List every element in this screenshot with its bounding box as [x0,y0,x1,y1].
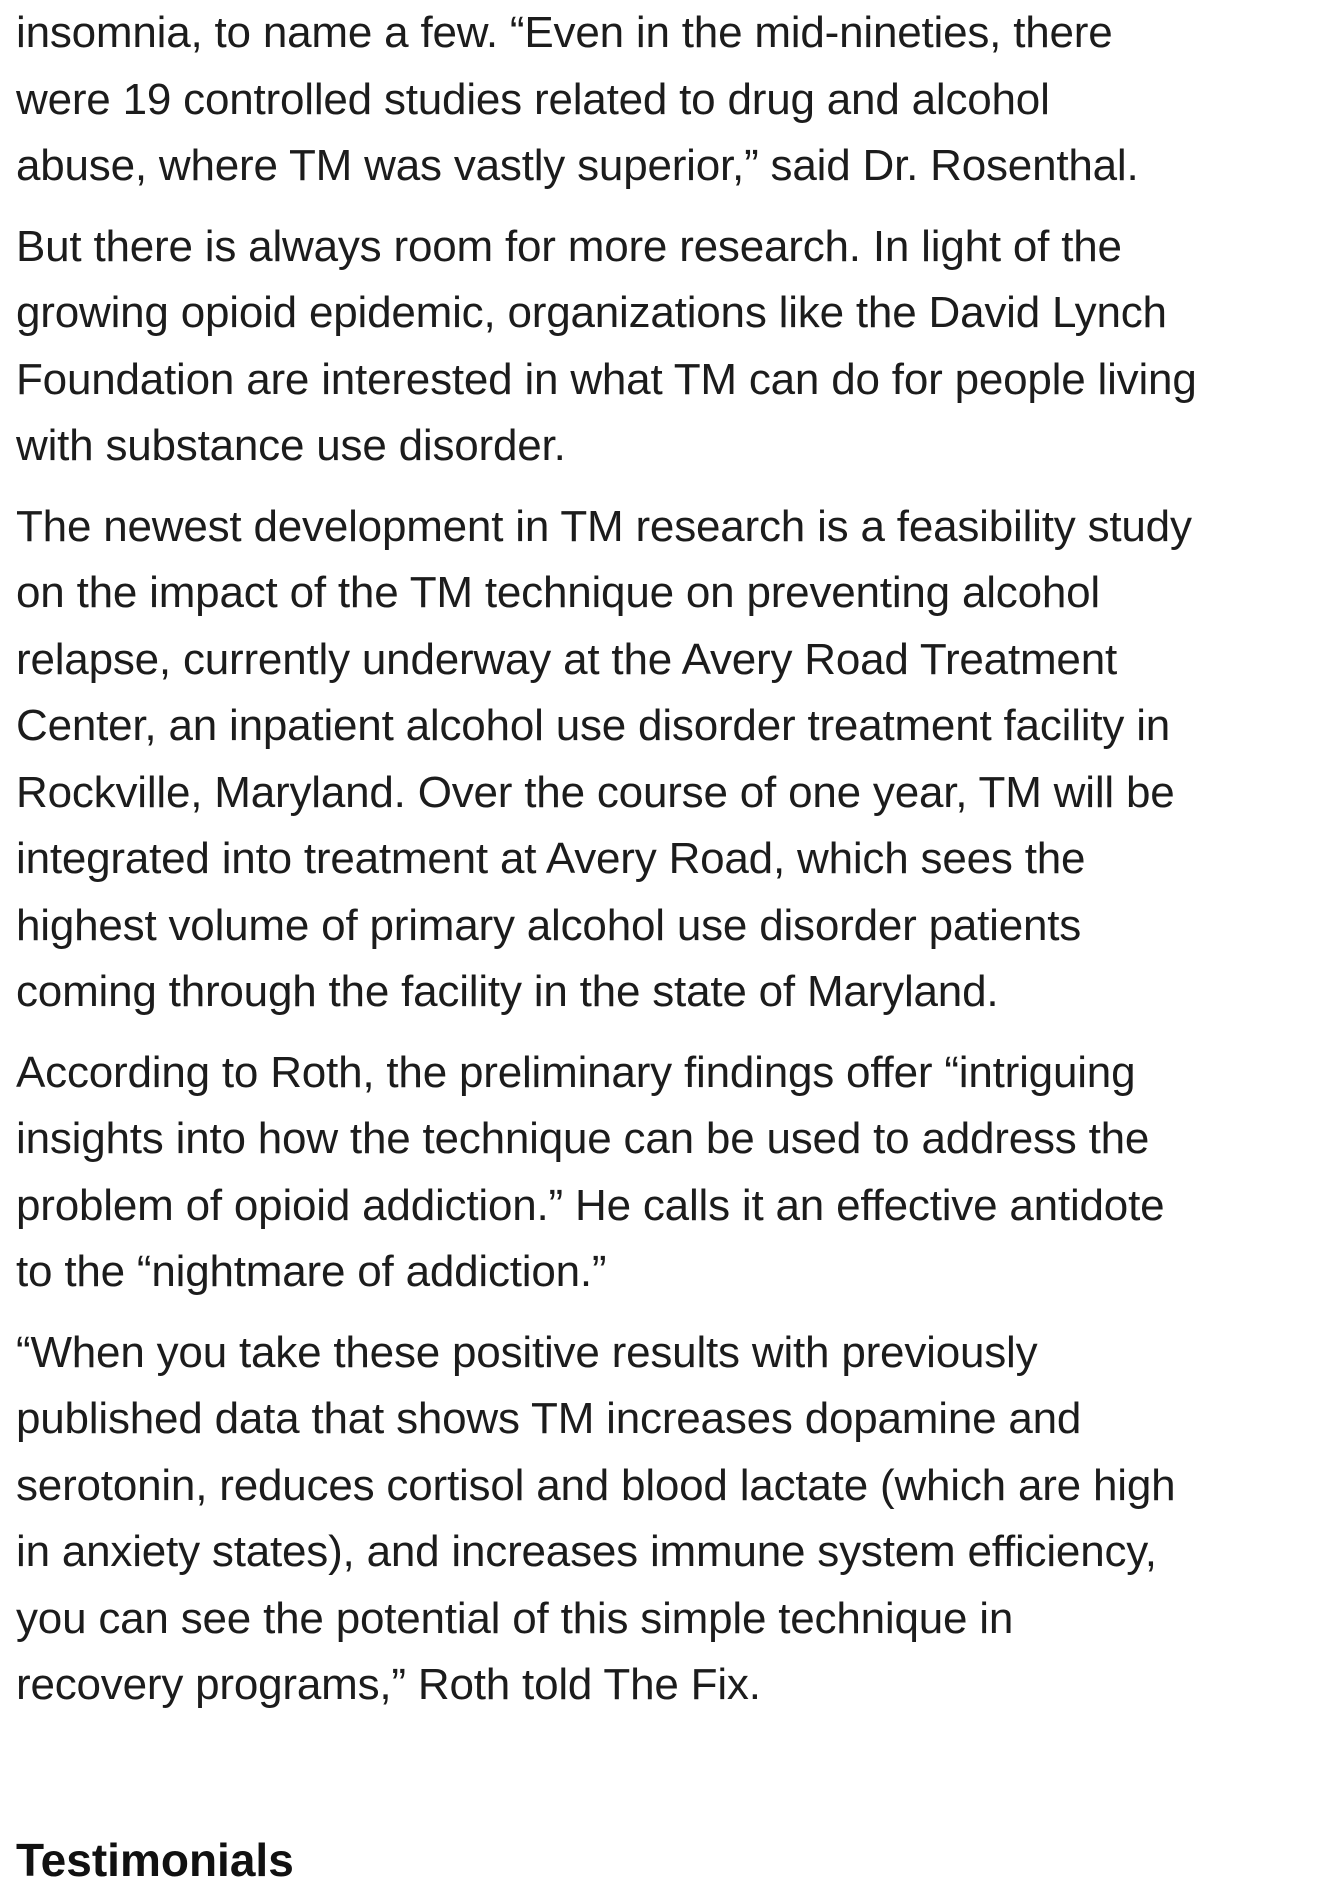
paragraph-line: abuse, where TM was vastly superior,” said Dr. Rosenthal. [16,141,1139,190]
paragraph-line: Foundation are interested in what TM can do for people living [16,354,1197,404]
paragraph-1 [16,0,1326,200]
paragraph-line: you can see the potential of this simple technique in [16,1593,1014,1643]
paragraph-line: growing opioid epidemic, organizations like the David Lynch [16,288,1167,337]
paragraph-line: insights into how the technique can be used to address the [16,1114,1150,1163]
paragraph-line: published data that shows TM increases dopamine and [16,1394,1082,1443]
paragraph-line: According to Roth, the preliminary findings offer “intriguing [16,1047,1136,1097]
paragraph-2 [16,214,1326,480]
article-body [16,0,1326,1733]
paragraph-4 [16,1040,1326,1306]
paragraph-line: recovery programs,” Roth told The Fix. [16,1660,761,1709]
paragraph-line: with substance use disorder. [16,421,566,470]
paragraph-line: on the impact of the TM technique on preventing alcohol [16,568,1100,617]
paragraph-3 [16,494,1326,1026]
section-heading-testimonials: Testimonials [16,1834,294,1886]
paragraph-line: in anxiety states), and increases immune system efficiency, [16,1527,1157,1576]
paragraph-line: problem of opioid addiction.” He calls it an effective antidote [16,1180,1165,1230]
paragraph-line: highest volume of primary alcohol use disorder patients [16,900,1082,950]
paragraph-line: Rockville, Maryland. Over the course of one year, TM will be [16,767,1175,817]
paragraph-line: to the “nightmare of addiction.” [16,1247,607,1296]
paragraph-line: relapse, currently underway at the Avery Road Treatment [16,634,1117,684]
paragraph-line: Center, an inpatient alcohol use disorder treatment facility in [16,701,1171,750]
paragraph-line: “When you take these positive results with previously [16,1327,1038,1377]
paragraph-line: serotonin, reduces cortisol and blood lactate (which are high [16,1460,1176,1510]
paragraph-line: coming through the facility in the state of Maryland. [16,967,999,1016]
paragraph-5 [16,1320,1326,1719]
paragraph-line: The newest development in TM research is a feasibility study [16,501,1192,551]
paragraph-line: insomnia, to name a few. “Even in the mid-nineties, there [16,8,1113,57]
paragraph-line: were 19 controlled studies related to drug and alcohol [16,74,1050,124]
paragraph-line: But there is always room for more research. In light of the [16,221,1122,271]
paragraph-line: integrated into treatment at Avery Road, which sees the [16,834,1086,883]
